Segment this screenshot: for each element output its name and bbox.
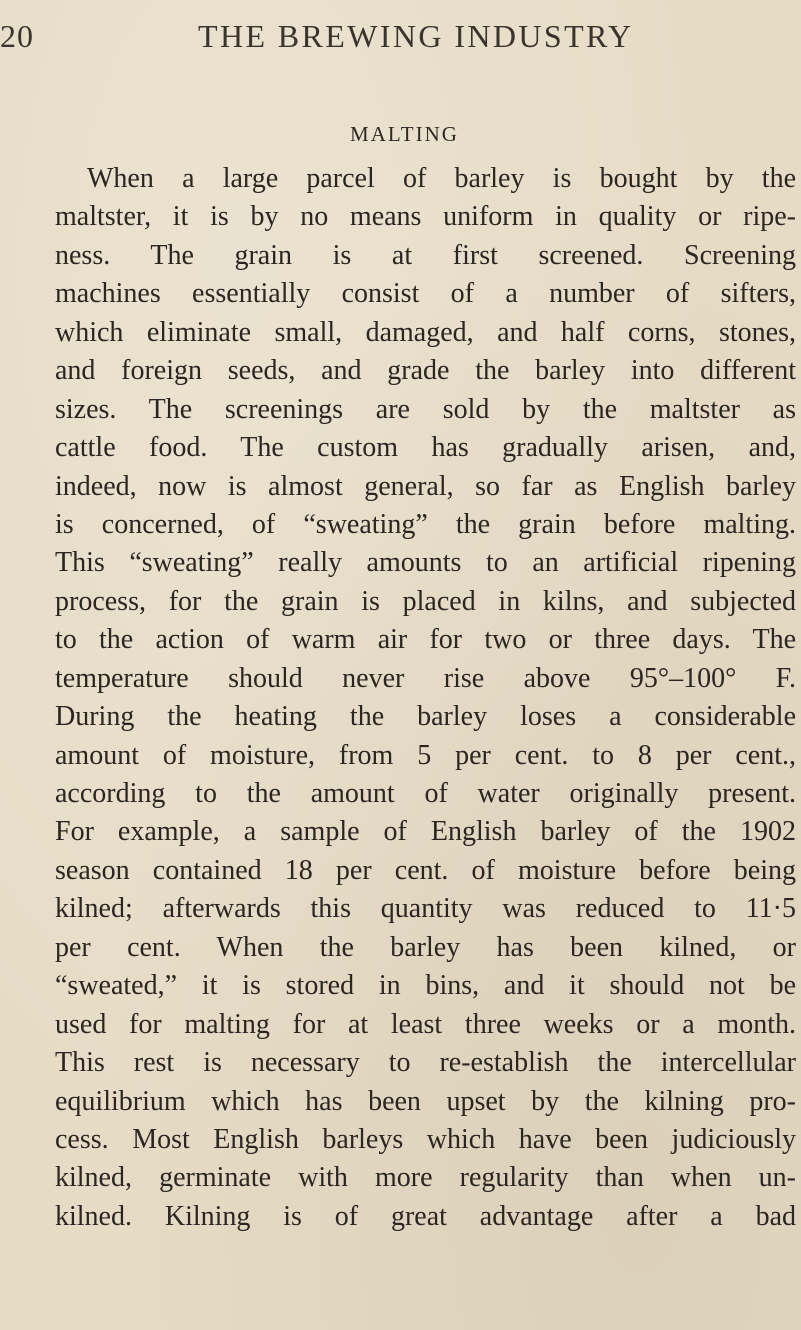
- page-header: [0, 18, 801, 68]
- text-line: season contained 18 per cent. of moisture before being: [55, 854, 796, 886]
- text-line: maltster, it is by no means uniform in quality or ripe-: [55, 201, 796, 233]
- text-line: ness. The grain is at first screened. Screening: [55, 239, 796, 271]
- text-line: and foreign seeds, and grade the barley into different: [55, 355, 796, 387]
- text-line: which eliminate small, damaged, and half corns, stones,: [55, 316, 796, 348]
- text-line: equilibrium which has been upset by the kilning pro-: [55, 1085, 796, 1117]
- text-line: according to the amount of water originally present.: [55, 778, 796, 809]
- text-line: per cent. When the barley has been kilned, or: [55, 931, 796, 963]
- text-line: to the action of warm air for two or three days. The: [55, 624, 796, 656]
- section-title: MALTING: [350, 122, 459, 146]
- text-line: cattle food. The custom has gradually arisen, and,: [55, 432, 796, 464]
- text-line: indeed, now is almost general, so far as English barley: [55, 470, 796, 502]
- text-line: “sweated,” it is stored in bins, and it should not be: [55, 970, 796, 1002]
- running-head: THE BREWING INDUSTRY: [198, 18, 634, 54]
- page-number: 20: [0, 18, 34, 54]
- text-line: This rest is necessary to re-establish the intercellular: [55, 1047, 796, 1079]
- text-line: sizes. The screenings are sold by the maltster as: [55, 393, 796, 425]
- text-line: For example, a sample of English barley of the 1902: [55, 816, 796, 848]
- text-line: During the heating the barley loses a considerable: [55, 701, 796, 733]
- text-line: kilned; afterwards this quantity was reduced to 11·5: [55, 893, 796, 925]
- text-line: used for malting for at least three weeks or a month.: [55, 1008, 796, 1040]
- text-line: amount of moisture, from 5 per cent. to 8 per cent.,: [55, 739, 796, 771]
- text-line: kilned, germinate with more regularity than when un-: [55, 1162, 796, 1194]
- body-paragraph: [55, 160, 796, 1236]
- text-line: This “sweating” really amounts to an artificial ripening: [55, 547, 796, 579]
- text-line: When a large parcel of barley is bought by the: [87, 163, 796, 194]
- text-line: temperature should never rise above 95°–100° F.: [55, 662, 796, 694]
- text-line: machines essentially consist of a number of sifters,: [55, 278, 796, 310]
- text-line: cess. Most English barleys which have been judiciously: [55, 1123, 796, 1155]
- text-line: kilned. Kilning is of great advantage after a bad: [55, 1200, 796, 1232]
- text-line: process, for the grain is placed in kilns, and subjected: [55, 585, 796, 617]
- text-line: is concerned, of “sweating” the grain before malting.: [55, 508, 796, 540]
